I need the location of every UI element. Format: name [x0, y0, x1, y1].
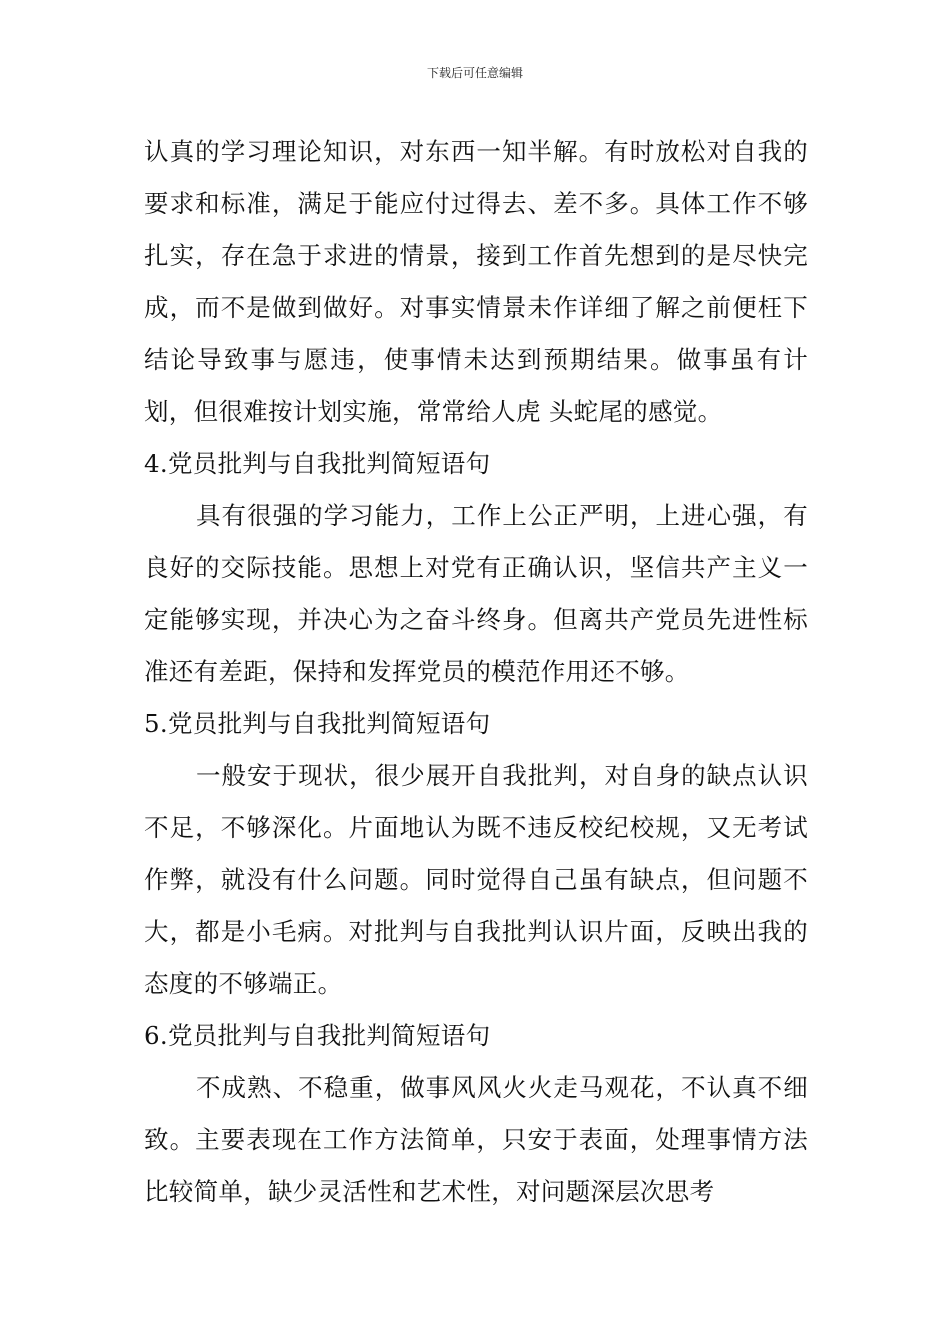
paragraph-3: 一般安于现状，很少展开自我批判，对自身的缺点认识不足，不够深化。片面地认为既不违反校纪校规，又无考试作弊，就没有什么问题。同时觉得自己虽有缺点，但问题不大，都是小毛病。对批判与自我批判认识片面，反映出我的态度的不够端正。	[144, 761, 808, 998]
section-heading-6: 6.党员批判与自我批判简短语句	[144, 1021, 491, 1050]
document-body	[144, 126, 808, 1218]
section-heading-5: 5.党员批判与自我批判简短语句	[144, 709, 491, 738]
section-heading-4: 4.党员批判与自我批判简短语句	[144, 449, 491, 478]
paragraph-4: 不成熟、不稳重，做事风风火火走马观花，不认真不细致。主要表现在工作方法简单，只安于表面，处理事情方法比较简单，缺少灵活性和艺术性，对问题深层次思考	[144, 1073, 808, 1206]
page-header: 下载后可任意编辑	[426, 66, 523, 80]
paragraph-2: 具有很强的学习能力，工作上公正严明，上进心强，有良好的交际技能。思想上对党有正确认识，坚信共产主义一定能够实现，并决心为之奋斗终身。但离共产党员先进性标准还有差距，保持和发挥党员的模范作用还不够。	[144, 501, 808, 686]
paragraph-1: 认真的学习理论知识，对东西一知半解。有时放松对自我的要求和标准，满足于能应付过得去、差不多。具体工作不够扎实，存在急于求进的情景，接到工作首先想到的是尽快完成，而不是做到做好。对事实情景未作详细了解之前便枉下结论导致事与愿违，使事情未达到预期结果。做事虽有计划，但很难按计划实施，常常给人虎 头蛇尾的感觉。	[144, 137, 808, 426]
